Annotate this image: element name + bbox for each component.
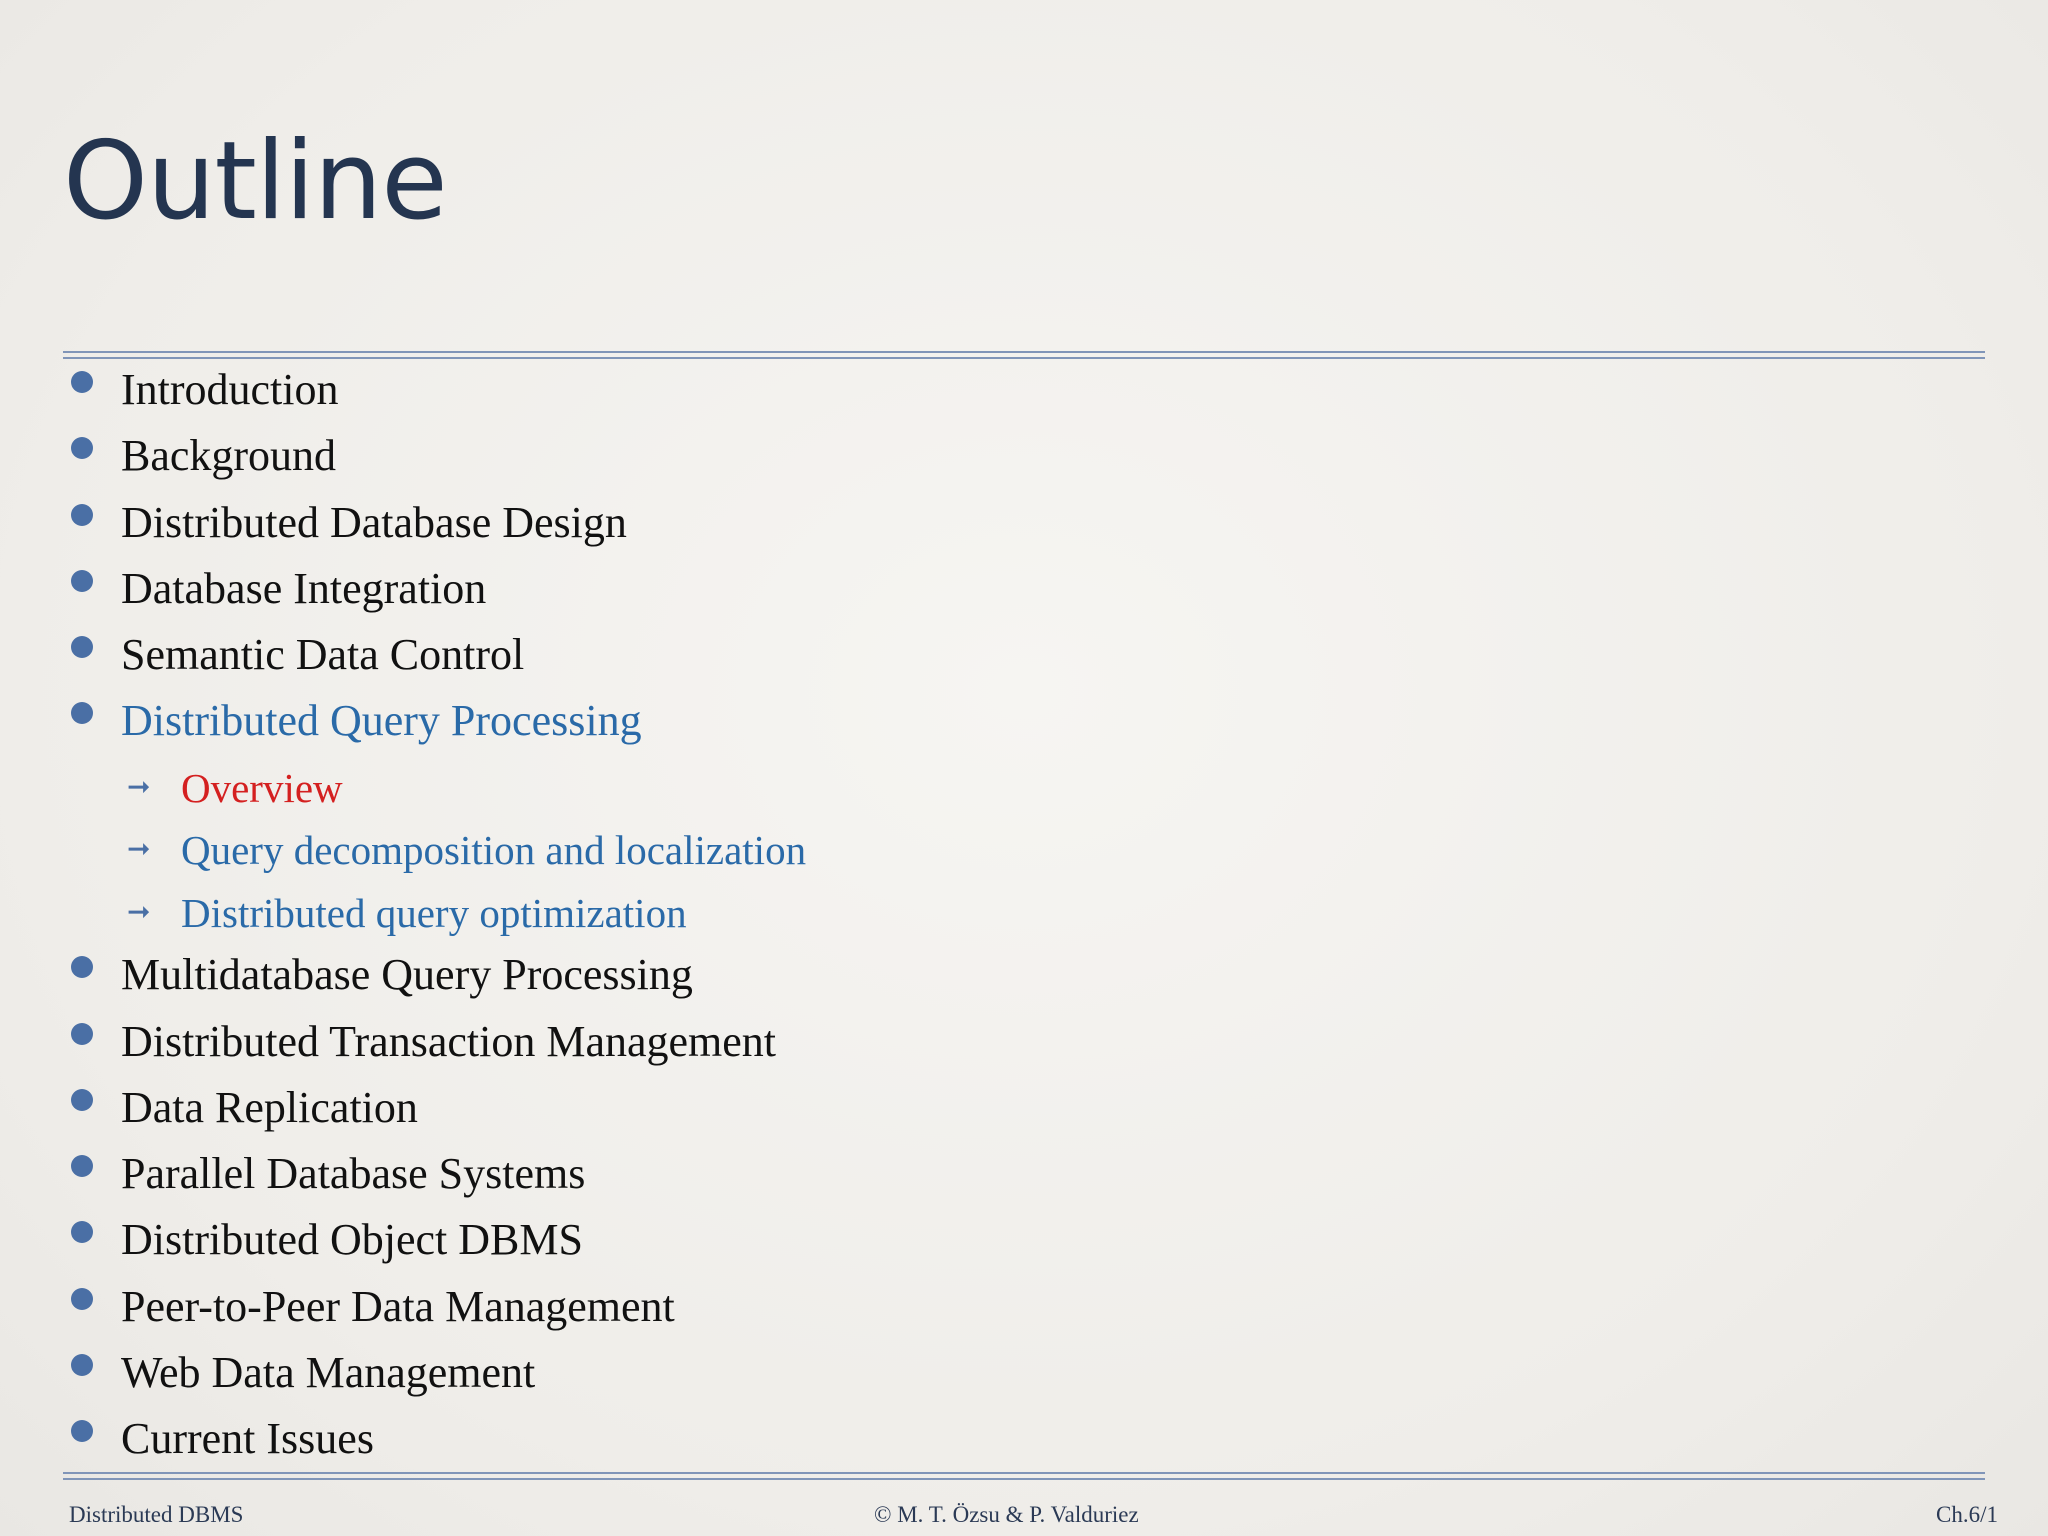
bullet-icon bbox=[71, 1420, 93, 1442]
outline-subitem-label: Distributed query optimization bbox=[181, 889, 687, 936]
bullet-icon bbox=[71, 437, 93, 459]
right-arrow-icon: ➞ bbox=[127, 769, 151, 803]
bullet-icon bbox=[71, 636, 93, 658]
outline-item-label: Distributed Query Processing bbox=[121, 696, 642, 746]
outline-item-label: Distributed Transaction Management bbox=[121, 1016, 777, 1066]
bullet-icon bbox=[71, 371, 93, 393]
outline-item-label: Database Integration bbox=[121, 563, 487, 613]
outline-subitem-label: Overview bbox=[181, 764, 343, 811]
bullet-icon bbox=[71, 1155, 93, 1177]
bullet-icon bbox=[71, 504, 93, 526]
bullet-icon bbox=[71, 1089, 93, 1111]
bullet-icon bbox=[71, 1221, 93, 1243]
outline-item-label: Peer-to-Peer Data Management bbox=[121, 1281, 675, 1331]
bullet-icon bbox=[71, 956, 93, 978]
footer-page-number: Ch.6/1 bbox=[1936, 1502, 1998, 1527]
outline-item-label: Introduction bbox=[121, 365, 339, 414]
outline-item-label: Parallel Database Systems bbox=[121, 1149, 586, 1199]
bullet-icon bbox=[71, 570, 93, 592]
footer-copyright: © M. T. Özsu & P. Valduriez bbox=[874, 1502, 1139, 1527]
bullet-icon bbox=[71, 702, 93, 724]
outline-item-label: Current Issues bbox=[121, 1414, 374, 1464]
outline-item-label: Web Data Management bbox=[121, 1348, 536, 1398]
right-arrow-icon: ➞ bbox=[127, 894, 151, 928]
footer-divider bbox=[63, 1472, 1985, 1480]
bullet-icon bbox=[71, 1288, 93, 1310]
bullet-icon bbox=[71, 1354, 93, 1376]
outline-subitem-label: Query decomposition and localization bbox=[181, 827, 807, 874]
right-arrow-icon: ➞ bbox=[127, 832, 151, 866]
outline-item-label: Multidatabase Query Processing bbox=[121, 950, 693, 1000]
bullet-icon bbox=[71, 1023, 93, 1045]
footer-course-title: Distributed DBMS bbox=[69, 1502, 244, 1527]
outline-item-label: Distributed Object DBMS bbox=[121, 1215, 583, 1265]
outline-item-label: Data Replication bbox=[121, 1082, 418, 1132]
outline-item-label: Distributed Database Design bbox=[121, 497, 627, 547]
title-divider bbox=[63, 351, 1985, 359]
outline-item-label: Semantic Data Control bbox=[121, 630, 525, 680]
outline-item-label: Background bbox=[121, 431, 337, 481]
slide-title: Outline bbox=[63, 119, 447, 244]
